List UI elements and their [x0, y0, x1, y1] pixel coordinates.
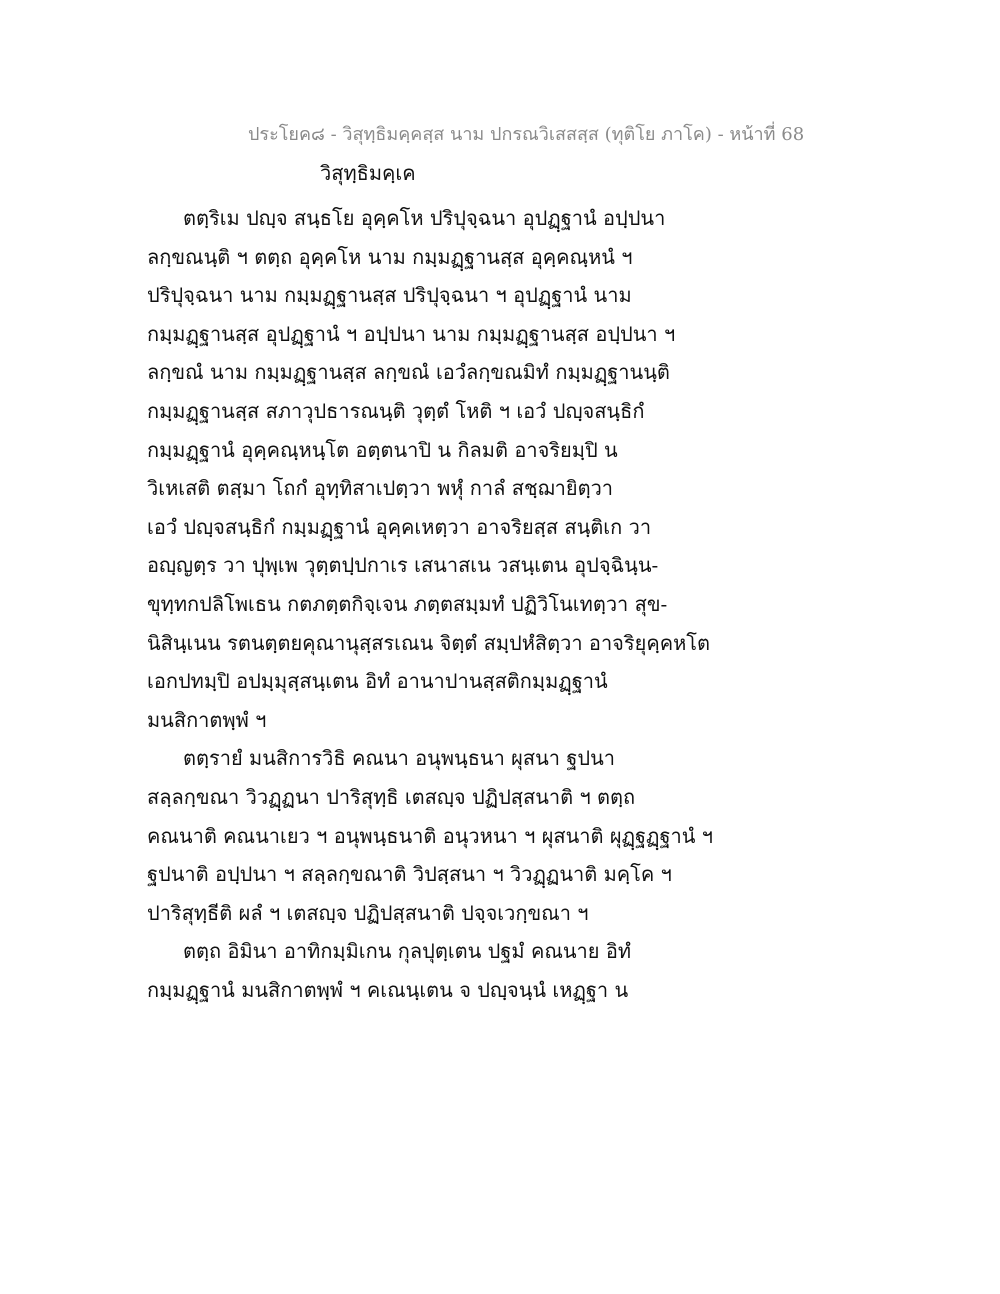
text-line: กมฺมฏฺฐานสฺส สภาวุปธารณนฺติ วุตฺตํ โหติ ฯ เอวํ ปญฺจสนฺธิกํ [147, 398, 645, 423]
text-line: คณนาติ คณนาเยว ฯ อนุพนฺธนาติ อนุวหนา ฯ ผุสนาติ ผุฏฺฐฏฺฐานํ ฯ [147, 823, 713, 848]
text-line: วิเหเสติ ตสฺมา โถกํ อุทฺทิสาเปตฺวา พหุํ กาลํ สชฺฌายิตฺวา [147, 476, 614, 501]
text-line: กมฺมฏฺฐานํ อุคฺคณฺหนฺโต อตฺตนาปิ น กิลมติ อาจริยมฺปิ น [147, 437, 618, 462]
text-line: ลกฺขณํ นาม กมฺมฏฺฐานสฺส ลกฺขณํ เอวํลกฺขณมิทํ กมฺมฏฺฐานนฺติ [147, 360, 670, 385]
text-line: เอวํ ปญฺจสนฺธิกํ กมฺมฏฺฐานํ อุคฺคเหตฺวา อาจริยสฺส สนฺติเก วา [147, 514, 652, 539]
text-line: กมฺมฏฺฐานํ มนสิกาตพฺพํ ฯ คเณนฺเตน จ ปญฺจนฺนํ เหฏฺฐา น [147, 977, 629, 1002]
text-line: เอกปทมฺปิ อปมฺมุสฺสนฺเตน อิทํ อานาปานสฺสติกมฺมฏฺฐานํ [147, 669, 608, 694]
text-line: กมฺมฏฺฐานสฺส อุปฏฺฐานํ ฯ อปฺปนา นาม กมฺมฏฺฐานสฺส อปฺปนา ฯ [147, 321, 676, 346]
text-line: ปริปุจฺฉนา นาม กมฺมฏฺฐานสฺส ปริปุจฺฉนา ฯ อุปฏฺฐานํ นาม [147, 283, 632, 308]
text-line: สลฺลกฺขณา วิวฏฺฏนา ปาริสุทฺธิ เตสญฺจ ปฏิปสฺสนาติ ฯ ตตฺถ [147, 784, 636, 809]
text-line: ฐปนาติ อปฺปนา ฯ สลฺลกฺขณาติ วิปสฺสนา ฯ วิวฏฺฏนาติ มคฺโค ฯ [147, 862, 672, 887]
text-line: นิสินฺเนน รตนตฺตยคุณานุสฺสรเณน จิตฺตํ สมฺปหํสิตฺวา อาจริยุคฺคหโต [147, 630, 711, 655]
text-line: มนสิกาตพฺพํ ฯ [147, 707, 267, 732]
text-line: ตตฺรายํ มนสิการวิธิ คณนา อนุพนฺธนา ผุสนา ฐปนา [183, 746, 615, 771]
running-header: ประโยค๘ - วิสุทฺธิมคฺคสฺส นาม ปกรณวิเสสสฺส (ทุติโย ภาโค) - หน้าที่ 68 [248, 124, 805, 145]
text-line: ขุทฺทกปลิโพเธน กตภตฺตกิจฺเจน ภตฺตสมฺมทํ ปฏิวิโนเทตฺวา สุข- [147, 591, 668, 616]
text-line: อญฺญตฺร วา ปุพฺเพ วุตฺตปฺปกาเร เสนาสเน วสนฺเตน อุปจฺฉินฺน- [147, 553, 659, 578]
text-line: ตตฺริเม ปญฺจ สนฺธโย อุคฺคโห ปริปุจฺฉนา อุปฏฺฐานํ อปฺปนา [183, 206, 666, 230]
body-text [147, 199, 713, 1009]
text-line: ตตฺถ อิมินา อาทิกมฺมิเกน กุลปุตฺเตน ปฐมํ คณนาย อิทํ [183, 939, 632, 964]
text-line: ปาริสุทฺธีติ ผลํ ฯ เตสญฺจ ปฏิปสฺสนาติ ปจฺจเวกฺขณา ฯ [147, 900, 589, 925]
text-line: ลกฺขณนฺติ ฯ ตตฺถ อุคฺคโห นาม กมฺมฏฺฐานสฺส อุคฺคณฺหนํ ฯ [147, 244, 633, 269]
section-title: วิสุทฺธิมคฺเค [320, 161, 416, 185]
